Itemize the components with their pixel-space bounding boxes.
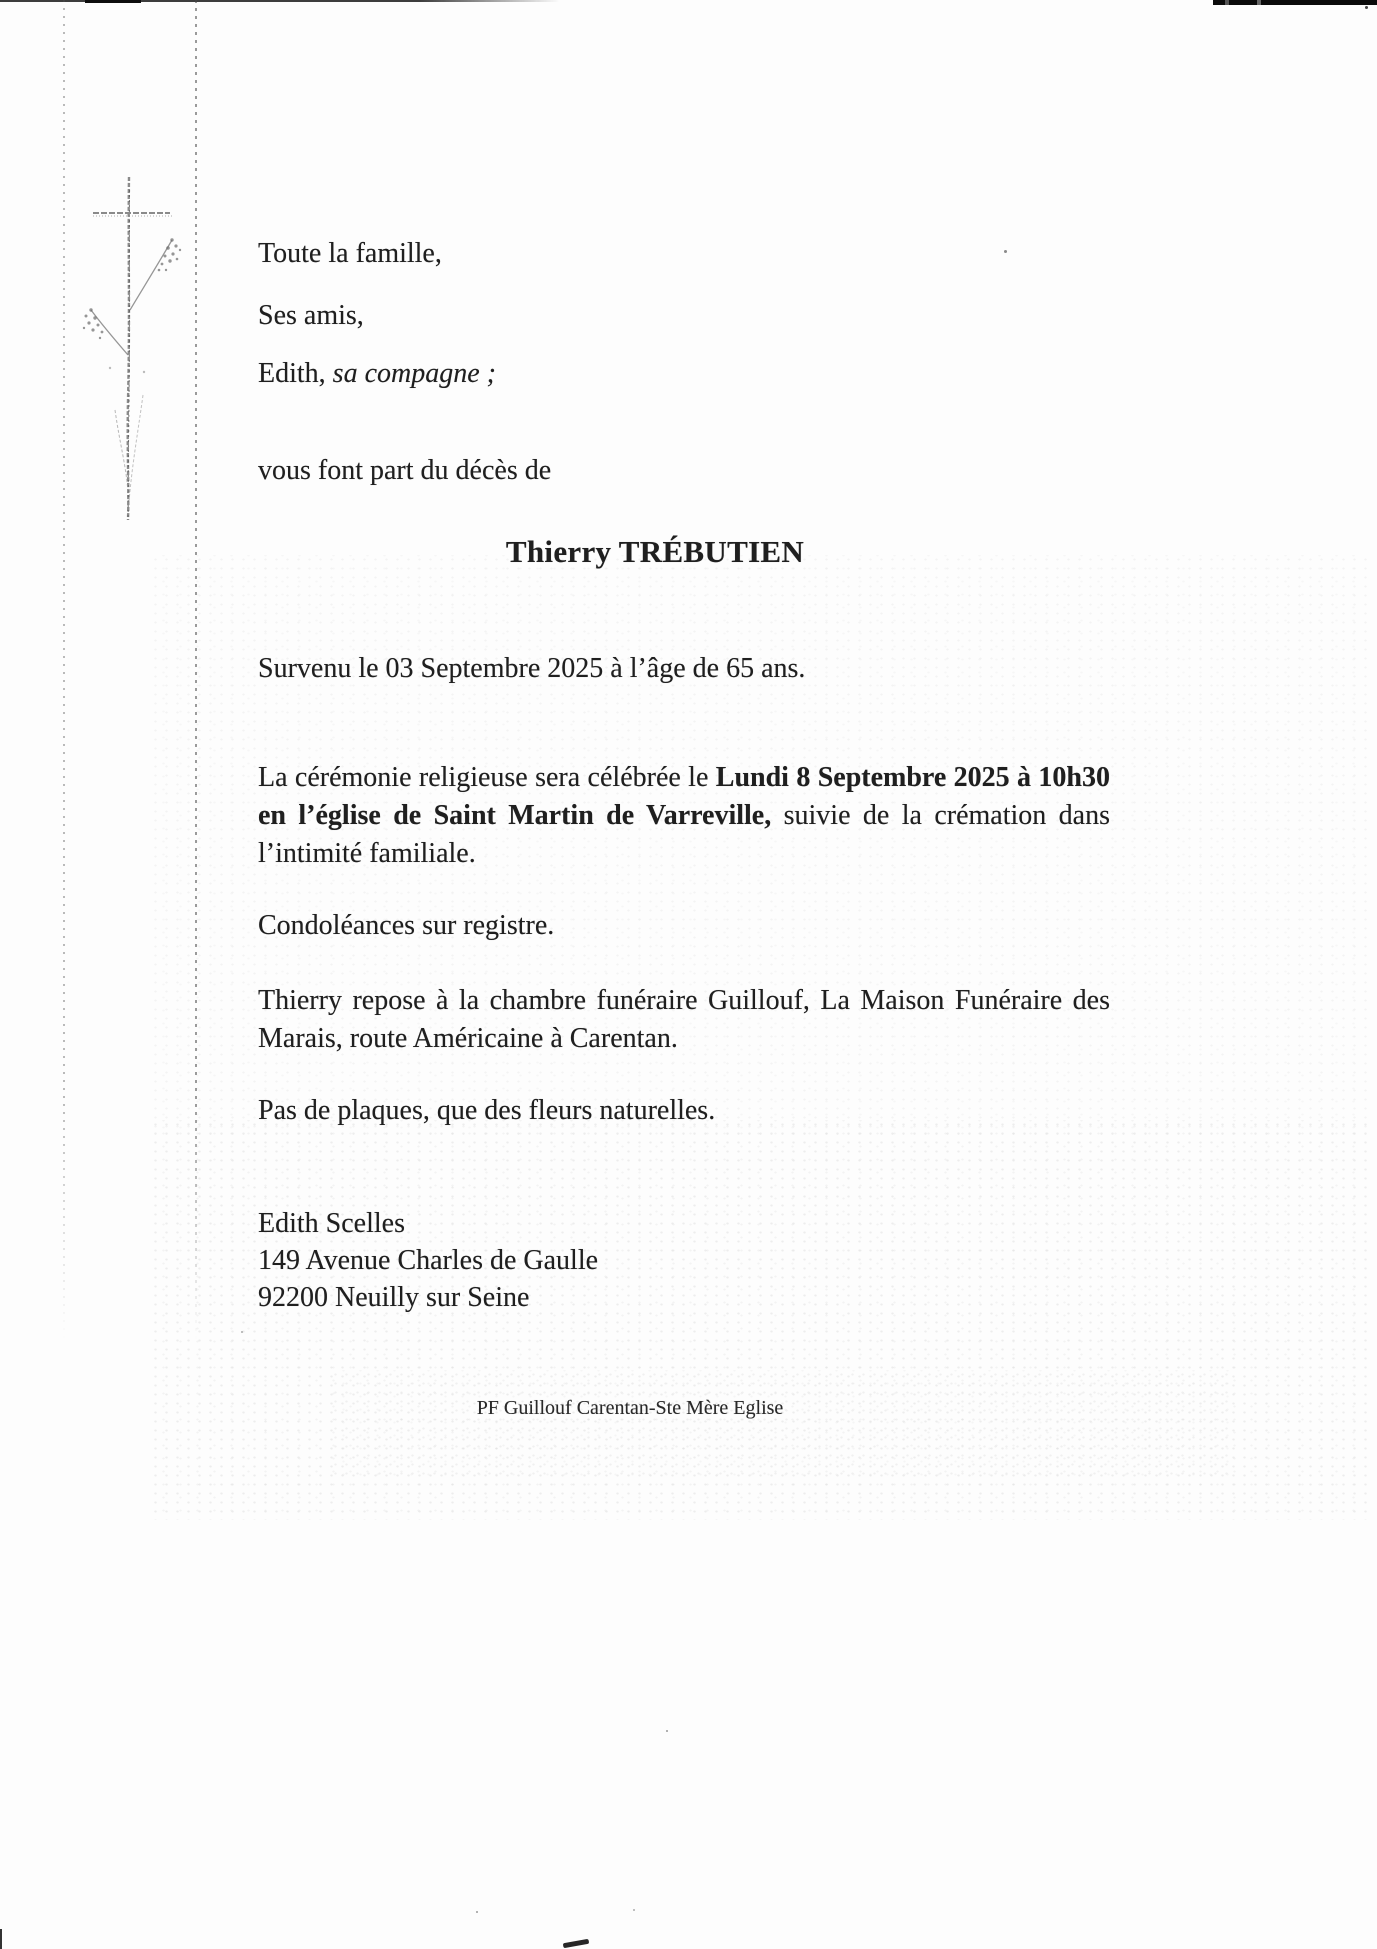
- family-line: Toute la famille,: [258, 238, 442, 269]
- contact-block: [258, 1205, 1110, 1316]
- intro-line: vous font part du décès de: [258, 455, 552, 486]
- ceremony-paragraph: [258, 759, 1110, 873]
- contact-address-2: 92200 Neuilly sur Seine: [258, 1282, 530, 1313]
- ceremony-line-2: [258, 797, 1110, 835]
- contact-name: Edith Scelles: [258, 1208, 405, 1239]
- friends-line: Ses amis,: [258, 300, 364, 331]
- ceremony-cremation-text: suivie de la crémation dans: [771, 800, 1110, 831]
- repose-paragraph: [258, 982, 1110, 1058]
- contact-address-1: 149 Avenue Charles de Gaulle: [258, 1245, 599, 1276]
- scan-top-right-bar: [1213, 0, 1377, 5]
- ceremony-line-3: l’intimité familiale.: [258, 838, 476, 869]
- repose-line-2: Marais, route Américaine à Carentan.: [258, 1023, 678, 1054]
- scan-top-edge-mark: [85, 0, 141, 3]
- scan-speck: [1365, 6, 1368, 9]
- scan-speck: [241, 1331, 243, 1333]
- ceremony-line-1: [258, 759, 1110, 797]
- ceremony-datetime: Lundi 8 Septembre 2025 à 10h30: [715, 762, 1110, 793]
- condolences-line: Condoléances sur registre.: [258, 910, 555, 941]
- ceremony-church: en l’église de Saint Martin de Varreville,: [258, 800, 772, 831]
- death-date-line: Survenu le 03 Septembre 2025 à l’âge de 65 ans.: [258, 653, 806, 684]
- flowers-line: Pas de plaques, que des fleurs naturelles.: [258, 1095, 716, 1126]
- announcement-text-column: [258, 0, 1110, 1949]
- repose-line-1: Thierry repose à la chambre funéraire Guillouf, La Maison Funéraire des: [258, 985, 1110, 1016]
- scan-bottom-left-edge: [0, 1929, 2, 1949]
- companion-relation: sa compagne ;: [332, 358, 496, 389]
- deceased-name: Thierry TRÉBUTIEN: [505, 534, 805, 569]
- cross-wheat-ornament-icon: [60, 160, 200, 540]
- companion-line: [258, 355, 1110, 393]
- ceremony-intro-text: La cérémonie religieuse sera célébrée le: [258, 762, 716, 793]
- companion-name: Edith,: [258, 358, 333, 389]
- funeral-home-footer: PF Guillouf Carentan-Ste Mère Eglise: [476, 1397, 784, 1419]
